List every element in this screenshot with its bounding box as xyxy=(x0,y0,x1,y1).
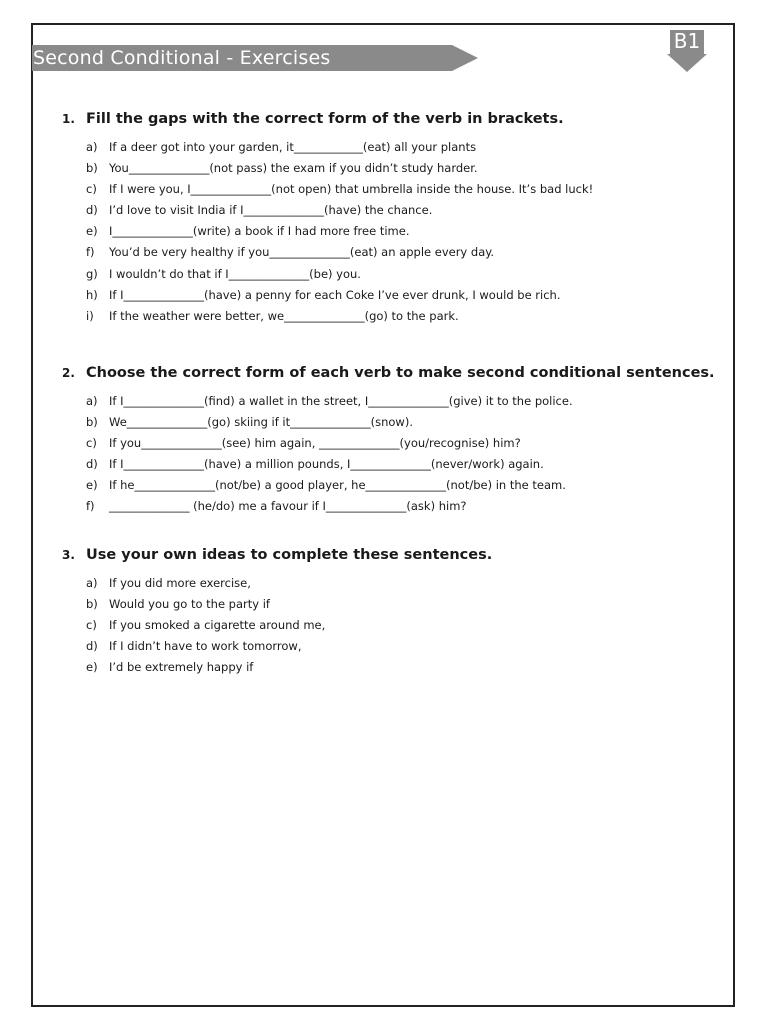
exercise-section-1 xyxy=(62,111,722,327)
item-text: ______________ (he/do) me a favour if I______________(ask) him? xyxy=(109,499,467,514)
section-number: 2. xyxy=(62,366,75,380)
list-item xyxy=(62,657,722,678)
section-heading xyxy=(62,111,722,133)
level-label: B1 xyxy=(673,29,701,53)
list-item xyxy=(62,454,722,475)
section-title: Use your own ideas to complete these sentences. xyxy=(86,547,493,563)
list-item xyxy=(62,264,722,285)
list-item xyxy=(62,475,722,496)
list-item xyxy=(62,306,722,327)
list-item xyxy=(62,615,722,636)
item-label: d) xyxy=(86,639,98,654)
level-badge xyxy=(667,30,707,72)
item-label: b) xyxy=(86,161,98,176)
item-text: You’d be very healthy if you______________(eat) an apple every day. xyxy=(109,245,495,260)
exercise-list xyxy=(62,391,722,518)
list-item xyxy=(62,573,722,594)
item-label: c) xyxy=(86,182,97,197)
list-item xyxy=(62,496,722,517)
section-heading xyxy=(62,547,722,569)
list-item xyxy=(62,391,722,412)
item-text: If I were you, I______________(not open) that umbrella inside the house. It’s bad luck! xyxy=(109,182,594,197)
item-text: I’d be extremely happy if xyxy=(109,660,254,675)
section-title: Choose the correct form of each verb to make second conditional sentences. xyxy=(86,365,715,381)
item-text: If you______________(see) him again, ______________(you/recognise) him? xyxy=(109,436,521,451)
item-text: If you smoked a cigarette around me, xyxy=(109,618,326,633)
list-item xyxy=(62,221,722,242)
list-item xyxy=(62,594,722,615)
item-label: g) xyxy=(86,266,98,281)
item-text: Would you go to the party if xyxy=(109,597,270,612)
item-text: If a deer got into your garden, it____________(eat) all your plants xyxy=(109,140,477,154)
item-label: b) xyxy=(86,415,98,430)
item-label: e) xyxy=(86,660,98,675)
title-banner xyxy=(32,45,478,71)
exercise-list xyxy=(62,137,722,327)
list-item xyxy=(62,242,722,263)
exercise-section-2 xyxy=(62,365,722,518)
section-heading xyxy=(62,365,722,387)
list-item xyxy=(62,137,722,158)
item-text: We______________(go) skiing if it______________(snow). xyxy=(109,415,413,430)
item-label: c) xyxy=(86,436,97,451)
list-item xyxy=(62,412,722,433)
item-label: h) xyxy=(86,287,98,302)
item-text: If I______________(find) a wallet in the street, I______________(give) it to the police. xyxy=(109,394,573,408)
item-label: e) xyxy=(86,224,98,239)
item-label: b) xyxy=(86,597,98,612)
item-text: If the weather were better, we______________(go) to the park. xyxy=(109,308,459,323)
list-item xyxy=(62,158,722,179)
item-text: If he______________(not/be) a good player, he______________(not/be) in the team. xyxy=(109,478,566,493)
item-text: If you did more exercise, xyxy=(109,576,251,590)
item-label: f) xyxy=(86,499,95,514)
item-text: I wouldn’t do that if I______________(be) you. xyxy=(109,266,361,281)
page-title: Second Conditional - Exercises xyxy=(33,47,331,69)
list-item xyxy=(62,200,722,221)
section-number: 3. xyxy=(62,548,75,562)
item-label: d) xyxy=(86,457,98,472)
item-text: If I______________(have) a penny for each Coke I’ve ever drunk, I would be rich. xyxy=(109,287,561,302)
exercise-section-3 xyxy=(62,547,722,678)
item-text: If I______________(have) a million pounds, I______________(never/work) again. xyxy=(109,457,544,472)
section-number: 1. xyxy=(62,112,75,126)
item-label: a) xyxy=(86,576,98,590)
item-text: You______________(not pass) the exam if you didn’t study harder. xyxy=(109,161,478,176)
exercise-list xyxy=(62,573,722,678)
item-label: e) xyxy=(86,478,98,493)
item-label: d) xyxy=(86,203,98,218)
item-label: a) xyxy=(86,394,98,408)
item-label: c) xyxy=(86,618,97,633)
item-label: i) xyxy=(86,308,94,323)
item-text: I’d love to visit India if I______________(have) the chance. xyxy=(109,203,433,218)
list-item xyxy=(62,285,722,306)
list-item xyxy=(62,636,722,657)
item-label: a) xyxy=(86,140,98,154)
list-item xyxy=(62,179,722,200)
item-label: f) xyxy=(86,245,95,260)
item-text: I______________(write) a book if I had more free time. xyxy=(109,224,410,239)
section-title: Fill the gaps with the correct form of the verb in brackets. xyxy=(86,111,564,127)
item-text: If I didn’t have to work tomorrow, xyxy=(109,639,302,654)
list-item xyxy=(62,433,722,454)
